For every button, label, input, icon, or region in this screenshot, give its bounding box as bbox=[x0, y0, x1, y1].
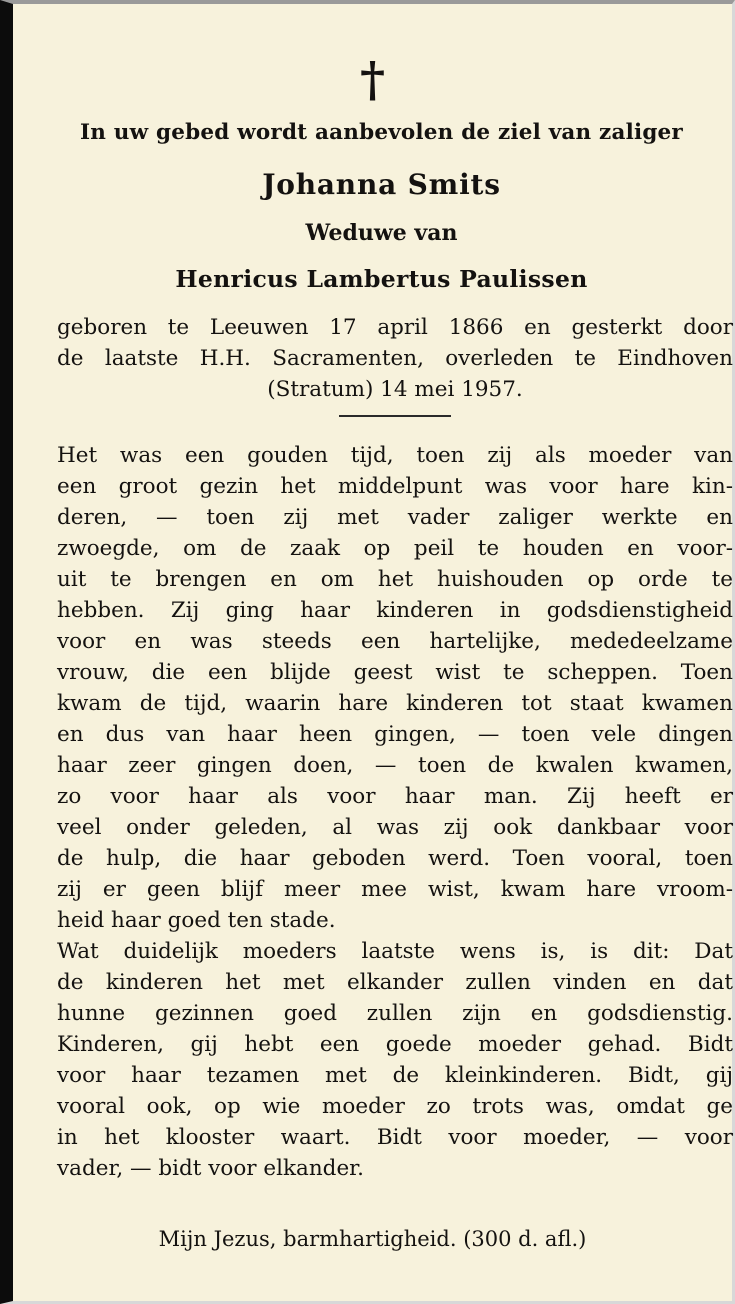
memorial-text bbox=[57, 440, 733, 1184]
bio-line: de laatste H.H. Sacramenten, overleden te Eindhoven bbox=[57, 346, 733, 371]
deceased-name: Johanna Smits bbox=[262, 168, 501, 201]
bio-line: geboren te Leeuwen 17 april 1866 en gesterkt door bbox=[57, 315, 733, 340]
text-line: haar zeer gingen doen, — toen de kwalen kwamen, bbox=[57, 753, 733, 778]
text-line: hunne gezinnen goed zullen zijn en godsdienstig. bbox=[57, 1001, 733, 1026]
bio-line: (Stratum) 14 mei 1957. bbox=[267, 377, 523, 402]
text-line: en dus van haar heen gingen, — toen vele dingen bbox=[57, 722, 733, 747]
text-line: uit te brengen en om het huishouden op orde te bbox=[57, 567, 733, 592]
text-line: zij er geen blijf meer mee wist, kwam hare vroom- bbox=[57, 877, 733, 902]
divider bbox=[339, 415, 451, 417]
text-line: de hulp, die haar geboden werd. Toen vooral, toen bbox=[57, 846, 733, 871]
text-line: de kinderen het met elkander zullen vinden en dat bbox=[57, 970, 733, 995]
text-line: zwoegde, om de zaak op peil te houden en voor- bbox=[57, 536, 733, 561]
text-line: Kinderen, gij hebt een goede moeder gehad. Bidt bbox=[57, 1032, 733, 1057]
cross-icon: † bbox=[359, 52, 386, 108]
widow-of-label: Weduwe van bbox=[305, 220, 458, 246]
closing-prayer: Mijn Jezus, barmhartigheid. (300 d. afl.) bbox=[158, 1227, 587, 1251]
text-line: vrouw, die een blijde geest wist te scheppen. Toen bbox=[57, 660, 733, 685]
text-line: zo voor haar als voor haar man. Zij heeft er bbox=[57, 784, 733, 809]
husband-name: Henricus Lambertus Paulissen bbox=[175, 265, 588, 293]
biography bbox=[57, 312, 733, 405]
text-line: veel onder geleden, al was zij ook dankbaar voor bbox=[57, 815, 733, 840]
text-line: kwam de tijd, waarin hare kinderen tot staat kwamen bbox=[57, 691, 733, 716]
text-line: Wat duidelijk moeders laatste wens is, is dit: Dat bbox=[57, 939, 733, 964]
text-line: voor en was steeds een hartelijke, mededeelzame bbox=[57, 629, 733, 654]
text-line: in het klooster waart. Bidt voor moeder, — voor bbox=[57, 1125, 733, 1150]
intro-line: In uw gebed wordt aanbevolen de ziel van zaliger bbox=[80, 120, 683, 145]
text-line: heid haar goed ten stade. bbox=[57, 908, 336, 933]
text-line: vooral ook, op wie moeder zo trots was, omdat ge bbox=[57, 1094, 733, 1119]
text-line: deren, — toen zij met vader zaliger werkte en bbox=[57, 505, 733, 530]
text-line: een groot gezin het middelpunt was voor hare kin- bbox=[57, 474, 733, 499]
text-line: hebben. Zij ging haar kinderen in godsdienstigheid bbox=[57, 598, 733, 623]
text-line: voor haar tezamen met de kleinkinderen. Bidt, gij bbox=[57, 1063, 733, 1088]
text-line: Het was een gouden tijd, toen zij als moeder van bbox=[57, 443, 733, 468]
text-line: vader, — bidt voor elkander. bbox=[57, 1156, 364, 1181]
